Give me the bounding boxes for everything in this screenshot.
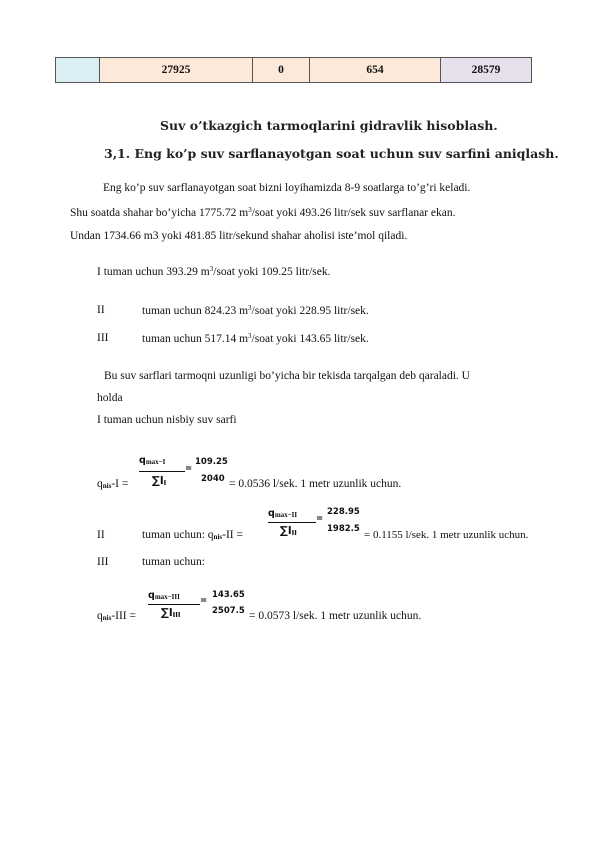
formula-3-numerator: [148, 589, 180, 601]
text: tuman uchun 517.14 m: [142, 333, 249, 345]
text: q: [148, 590, 155, 601]
fraction-bar: [148, 604, 200, 605]
equals-sign: =: [185, 464, 193, 474]
superscript: 3: [248, 332, 252, 340]
district-line: [97, 265, 330, 278]
summary-table: [55, 57, 532, 83]
formula-2-label: [142, 529, 243, 541]
subscript: max−I: [145, 458, 166, 466]
text: I tuman uchun 393.29 m: [97, 266, 210, 278]
equals-sign: =: [316, 514, 324, 524]
paragraph-line: Eng ko’p suv sarflanayotgan soat bizni loyihamizda 8-9 soatlarga to’g’ri keladi.: [103, 182, 471, 194]
formula-3-numeral: III: [97, 556, 109, 568]
value-numerator: 228.95: [327, 507, 360, 517]
text: tuman uchun: q: [142, 529, 214, 541]
text: q: [97, 610, 103, 622]
formula-2-numeral: II: [97, 529, 105, 541]
table-cell: 27925: [100, 58, 253, 83]
subscript: max−II: [274, 511, 298, 519]
formula-1-numerator: [139, 454, 165, 466]
table-cell-empty: [56, 58, 100, 83]
paragraph-line: Undan 1734.66 m3 yoki 481.85 litr/sekund shahar aholisi iste’mol qiladi.: [70, 230, 408, 242]
text: q: [139, 455, 146, 466]
text: tuman uchun 824.23 m: [142, 305, 249, 317]
table-cell: 28579: [441, 58, 532, 83]
superscript: 3: [209, 265, 214, 273]
district-line: [142, 332, 369, 345]
value-numerator: 143.65: [212, 590, 245, 600]
text: /soat yoki 493.26 litr/sek suv sarflanar ekan.: [251, 207, 456, 219]
fraction-bar: [139, 471, 185, 472]
text: ∑l: [280, 524, 292, 537]
subscript: nis: [102, 614, 112, 622]
text: ∑l: [152, 474, 164, 487]
subscript: max−III: [154, 593, 180, 601]
formula-2-numerator: [268, 507, 297, 519]
superscript: 3: [248, 206, 252, 214]
subscript: II: [291, 529, 297, 537]
paragraph-line: holda: [97, 392, 123, 404]
formula-1-label: [97, 478, 128, 490]
text: ∑l: [161, 606, 173, 619]
district-numeral: II: [97, 304, 105, 316]
value-numerator: 109.25: [195, 457, 228, 467]
formula-3-denominator: [161, 606, 181, 619]
formula-1-result: = 0.0536 l/sek. 1 metr uzunlik uchun.: [229, 478, 402, 490]
text: q: [268, 508, 275, 519]
text: -II =: [222, 529, 243, 541]
table-cell: 654: [310, 58, 441, 83]
formula-3-heading: tuman uchun:: [142, 556, 205, 568]
subscript: nis: [102, 482, 112, 490]
fraction-bar: [268, 522, 316, 523]
text: -I =: [111, 478, 129, 490]
section-title: Suv o’tkazgich tarmoqlarini gidravlik hisoblash.: [160, 118, 498, 133]
district-numeral: III: [97, 332, 109, 344]
subsection-title: 3,1. Eng ko’p suv sarflanayotgan soat uchun suv sarfini aniqlash.: [104, 146, 559, 161]
text: /soat yoki 143.65 litr/sek.: [251, 333, 369, 345]
formula-2-result: = 0.1155 l/sek. 1 metr uzunlik uchun.: [364, 529, 529, 541]
text: /soat yoki 228.95 litr/sek.: [251, 305, 369, 317]
subscript: nis: [213, 533, 223, 541]
text: /soat yoki 109.25 litr/sek.: [213, 266, 331, 278]
formula-2-denominator: [280, 524, 297, 537]
district-line: [142, 304, 369, 317]
subscript: III: [172, 611, 181, 619]
text: Shu soatda shahar bo’yicha 1775.72 m: [70, 207, 249, 219]
table-row: [56, 58, 532, 83]
formula-1-denominator: [152, 474, 166, 487]
equals-sign: =: [200, 596, 208, 606]
text: q: [97, 478, 103, 490]
value-denominator: 2507.5: [212, 606, 245, 616]
paragraph-line: [70, 206, 455, 219]
subscript: I: [163, 479, 167, 487]
formula-3-label: [97, 610, 136, 622]
superscript: 3: [248, 304, 252, 312]
value-denominator: 1982.5: [327, 524, 360, 534]
table-cell: 0: [253, 58, 310, 83]
paragraph-line: I tuman uchun nisbiy suv sarfi: [97, 414, 237, 426]
paragraph-line: Bu suv sarflari tarmoqni uzunligi bo’yicha bir tekisda tarqalgan deb qaraladi. U: [104, 370, 470, 382]
value-denominator: 2040: [201, 474, 225, 484]
text: -III =: [111, 610, 136, 622]
formula-3-result: = 0.0573 l/sek. 1 metr uzunlik uchun.: [249, 610, 422, 622]
